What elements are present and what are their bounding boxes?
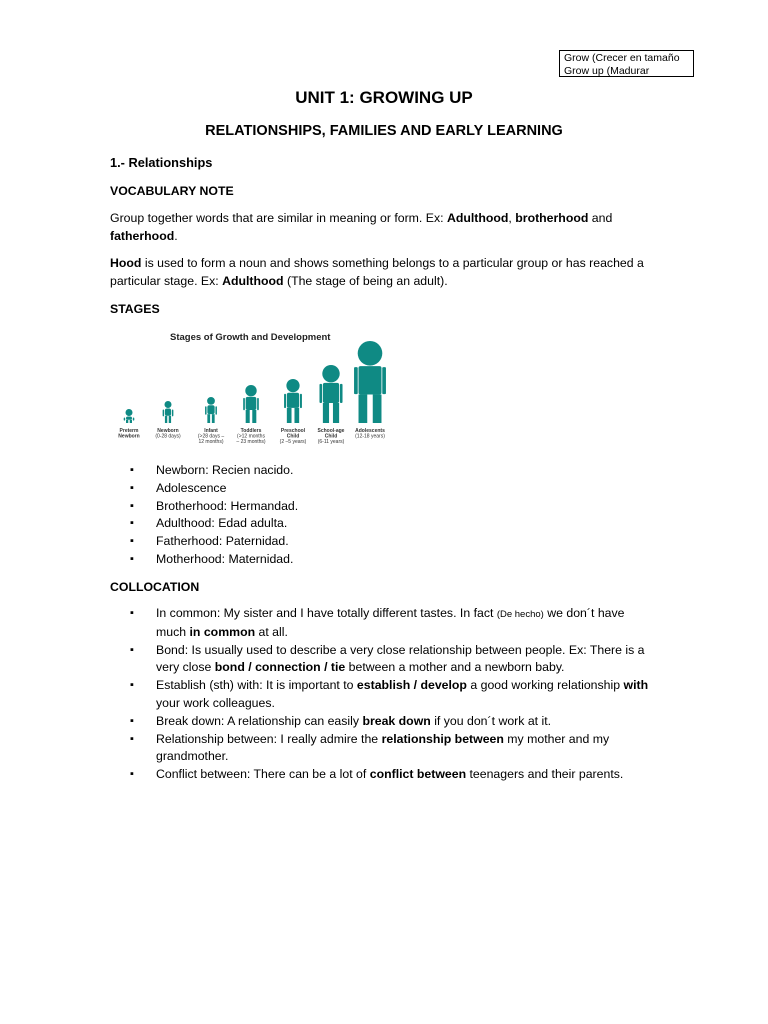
text-run: , — [508, 211, 516, 225]
text-run: Bond: Is usually used to describe a very close relationship between people. Ex: There is a very close — [156, 642, 645, 675]
translation-note: (De hecho) — [496, 609, 544, 620]
text-run: a good working relationship — [466, 678, 624, 693]
stage-label: (>28 days – — [197, 433, 225, 440]
text-run: (The stage of being an adult). — [283, 274, 448, 288]
stage-label: Preterm — [119, 428, 139, 434]
stage-label: (6-11 years) — [317, 439, 345, 446]
bold-term: brotherhood — [515, 211, 589, 225]
stage-arm — [382, 367, 386, 394]
stage-arm — [163, 410, 165, 417]
text-run: In common: My sister and I have totally different tastes. In fact — [156, 606, 497, 620]
stage-leg — [373, 395, 382, 423]
stage-leg — [246, 410, 250, 423]
stage-leg — [294, 408, 299, 423]
stage-leg — [130, 420, 132, 423]
bold-term: in common — [189, 624, 256, 639]
stage-arm — [354, 367, 358, 394]
bold-term: bond / connection / tie — [214, 660, 346, 675]
bold-term: Adulthood — [446, 211, 509, 225]
stage-words-list — [110, 462, 656, 569]
stage-body — [207, 405, 214, 414]
stage-leg — [287, 408, 292, 423]
stage-figure — [118, 409, 139, 440]
bold-term: Adulthood — [222, 274, 284, 288]
stage-body — [246, 397, 257, 410]
stage-label: Child — [286, 433, 300, 440]
stage-label: Newborn — [157, 428, 179, 434]
bold-term: conflict between — [369, 767, 467, 782]
stage-body — [323, 383, 339, 403]
list-item: ▪ Newborn: Recien nacido. — [110, 462, 656, 480]
stage-label: (2 –5 years) — [279, 439, 307, 446]
stage-label: School-age — [317, 428, 345, 434]
collocation-conflict-between — [110, 766, 656, 784]
bold-term: break down — [362, 713, 431, 728]
collocation-relationship-between — [110, 731, 656, 767]
stage-leg — [165, 416, 167, 423]
section-heading-relationships: 1.- Relationships — [110, 155, 213, 170]
stage-arm — [172, 410, 174, 417]
text-run: Relationship between: I really admire the — [156, 731, 382, 746]
list-item: ▪ Brotherhood: Hermandad. — [110, 498, 656, 516]
stage-label: Adolescents — [355, 428, 385, 434]
vocab-paragraph-1 — [110, 209, 650, 245]
list-item: ▪ Adulthood: Edad adulta. — [110, 515, 656, 533]
stage-arm — [124, 418, 126, 421]
stage-arm — [257, 398, 259, 410]
page-title: UNIT 1: GROWING UP — [295, 88, 473, 107]
stage-leg — [323, 403, 329, 423]
collocation-list — [110, 605, 656, 784]
stage-label: Newborn — [118, 433, 140, 440]
bold-term: relationship between — [381, 731, 504, 746]
text-run: Establish (sth) with: It is important to — [156, 678, 357, 693]
collocation-establish — [110, 677, 656, 713]
figure-title: Stages of Growth and Development — [170, 332, 331, 343]
vocab-paragraph-2 — [110, 254, 650, 290]
page-subtitle: RELATIONSHIPS, FAMILIES AND EARLY LEARNING — [205, 123, 563, 139]
stage-label: Infant — [204, 428, 218, 434]
stage-leg — [359, 395, 368, 423]
glossary-line-grow: Grow (Crecer en tamaño — [564, 52, 680, 64]
stage-leg — [207, 414, 210, 423]
text-run: Conflict between: There can be a lot of — [156, 767, 370, 782]
stage-label: – 23 months) — [236, 439, 266, 446]
collocation-heading: COLLOCATION — [110, 580, 200, 594]
text-run: my mother and my grandmother. — [156, 731, 610, 764]
stage-body — [165, 409, 171, 416]
stage-body — [359, 366, 382, 394]
text-run: teenagers and their parents. — [466, 767, 624, 782]
stage-arm — [300, 394, 302, 408]
stage-body — [126, 417, 132, 420]
bold-term: with — [623, 678, 649, 693]
stage-head — [358, 341, 383, 366]
stage-figure — [236, 385, 266, 445]
stage-label: Toddlers — [240, 428, 262, 434]
stages-heading: STAGES — [110, 302, 160, 316]
stage-head — [245, 385, 256, 396]
stage-leg — [169, 416, 171, 423]
text-run: we don´t have much — [156, 606, 625, 639]
list-item: ▪ Fatherhood: Paternidad. — [110, 533, 656, 551]
vocabulary-note-heading: VOCABULARY NOTE — [110, 184, 234, 198]
stage-leg — [333, 403, 339, 423]
glossary-box — [559, 50, 694, 77]
text-run: your work colleagues. — [156, 695, 275, 710]
collocation-break-down — [110, 713, 656, 731]
stage-leg — [212, 414, 215, 423]
stage-arm — [133, 418, 135, 421]
list-item: ▪ Motherhood: Maternidad. — [110, 551, 656, 569]
stage-head — [165, 401, 172, 408]
text-run: and — [588, 211, 613, 225]
stage-label: Preschool — [280, 428, 306, 434]
stage-figure — [155, 401, 181, 440]
stage-head — [286, 379, 299, 392]
bold-term: establish / develop — [356, 678, 467, 693]
collocation-in-common — [110, 605, 656, 642]
stage-body — [287, 393, 299, 408]
stage-arm — [243, 398, 245, 410]
stage-label: (>12 months — [237, 433, 265, 440]
stage-leg — [252, 410, 256, 423]
list-item: ▪ Adolescence — [110, 480, 656, 498]
stage-arm — [284, 394, 286, 408]
stage-arm — [205, 406, 207, 414]
bold-term: fatherhood — [110, 229, 175, 243]
stage-figure — [198, 397, 224, 445]
glossary-line-grow-up: Grow up (Madurar — [564, 65, 650, 77]
stage-head — [126, 409, 133, 416]
text-run: between a mother and a newborn baby. — [345, 660, 565, 675]
stage-head — [322, 365, 339, 382]
stage-head — [207, 397, 215, 405]
stage-label: (0-28 days) — [155, 433, 181, 440]
text-run: if you don´t work at it. — [430, 713, 552, 728]
stage-figure — [318, 365, 345, 445]
stage-figure — [280, 379, 307, 445]
stage-label: (12-18 years) — [355, 433, 385, 440]
stage-figure — [354, 341, 386, 440]
text-run: . — [174, 229, 178, 243]
bold-term: Hood — [110, 256, 142, 270]
text-run: Group together words that are similar in meaning or form. Ex: — [110, 211, 447, 225]
stages-of-growth-figure — [110, 325, 410, 455]
stage-label: 12 months) — [198, 439, 224, 446]
text-run: Break down: A relationship can easily — [156, 713, 363, 728]
text-run: at all. — [255, 624, 288, 639]
stage-leg — [126, 420, 128, 423]
collocation-bond — [110, 642, 656, 678]
stage-arm — [215, 406, 217, 414]
stage-label: Child — [324, 433, 338, 440]
stage-arm — [340, 384, 343, 403]
stage-arm — [319, 384, 322, 403]
text-run: is used to form a noun and shows something belongs to a particular group or has reached a particular stage. Ex: — [110, 256, 644, 288]
